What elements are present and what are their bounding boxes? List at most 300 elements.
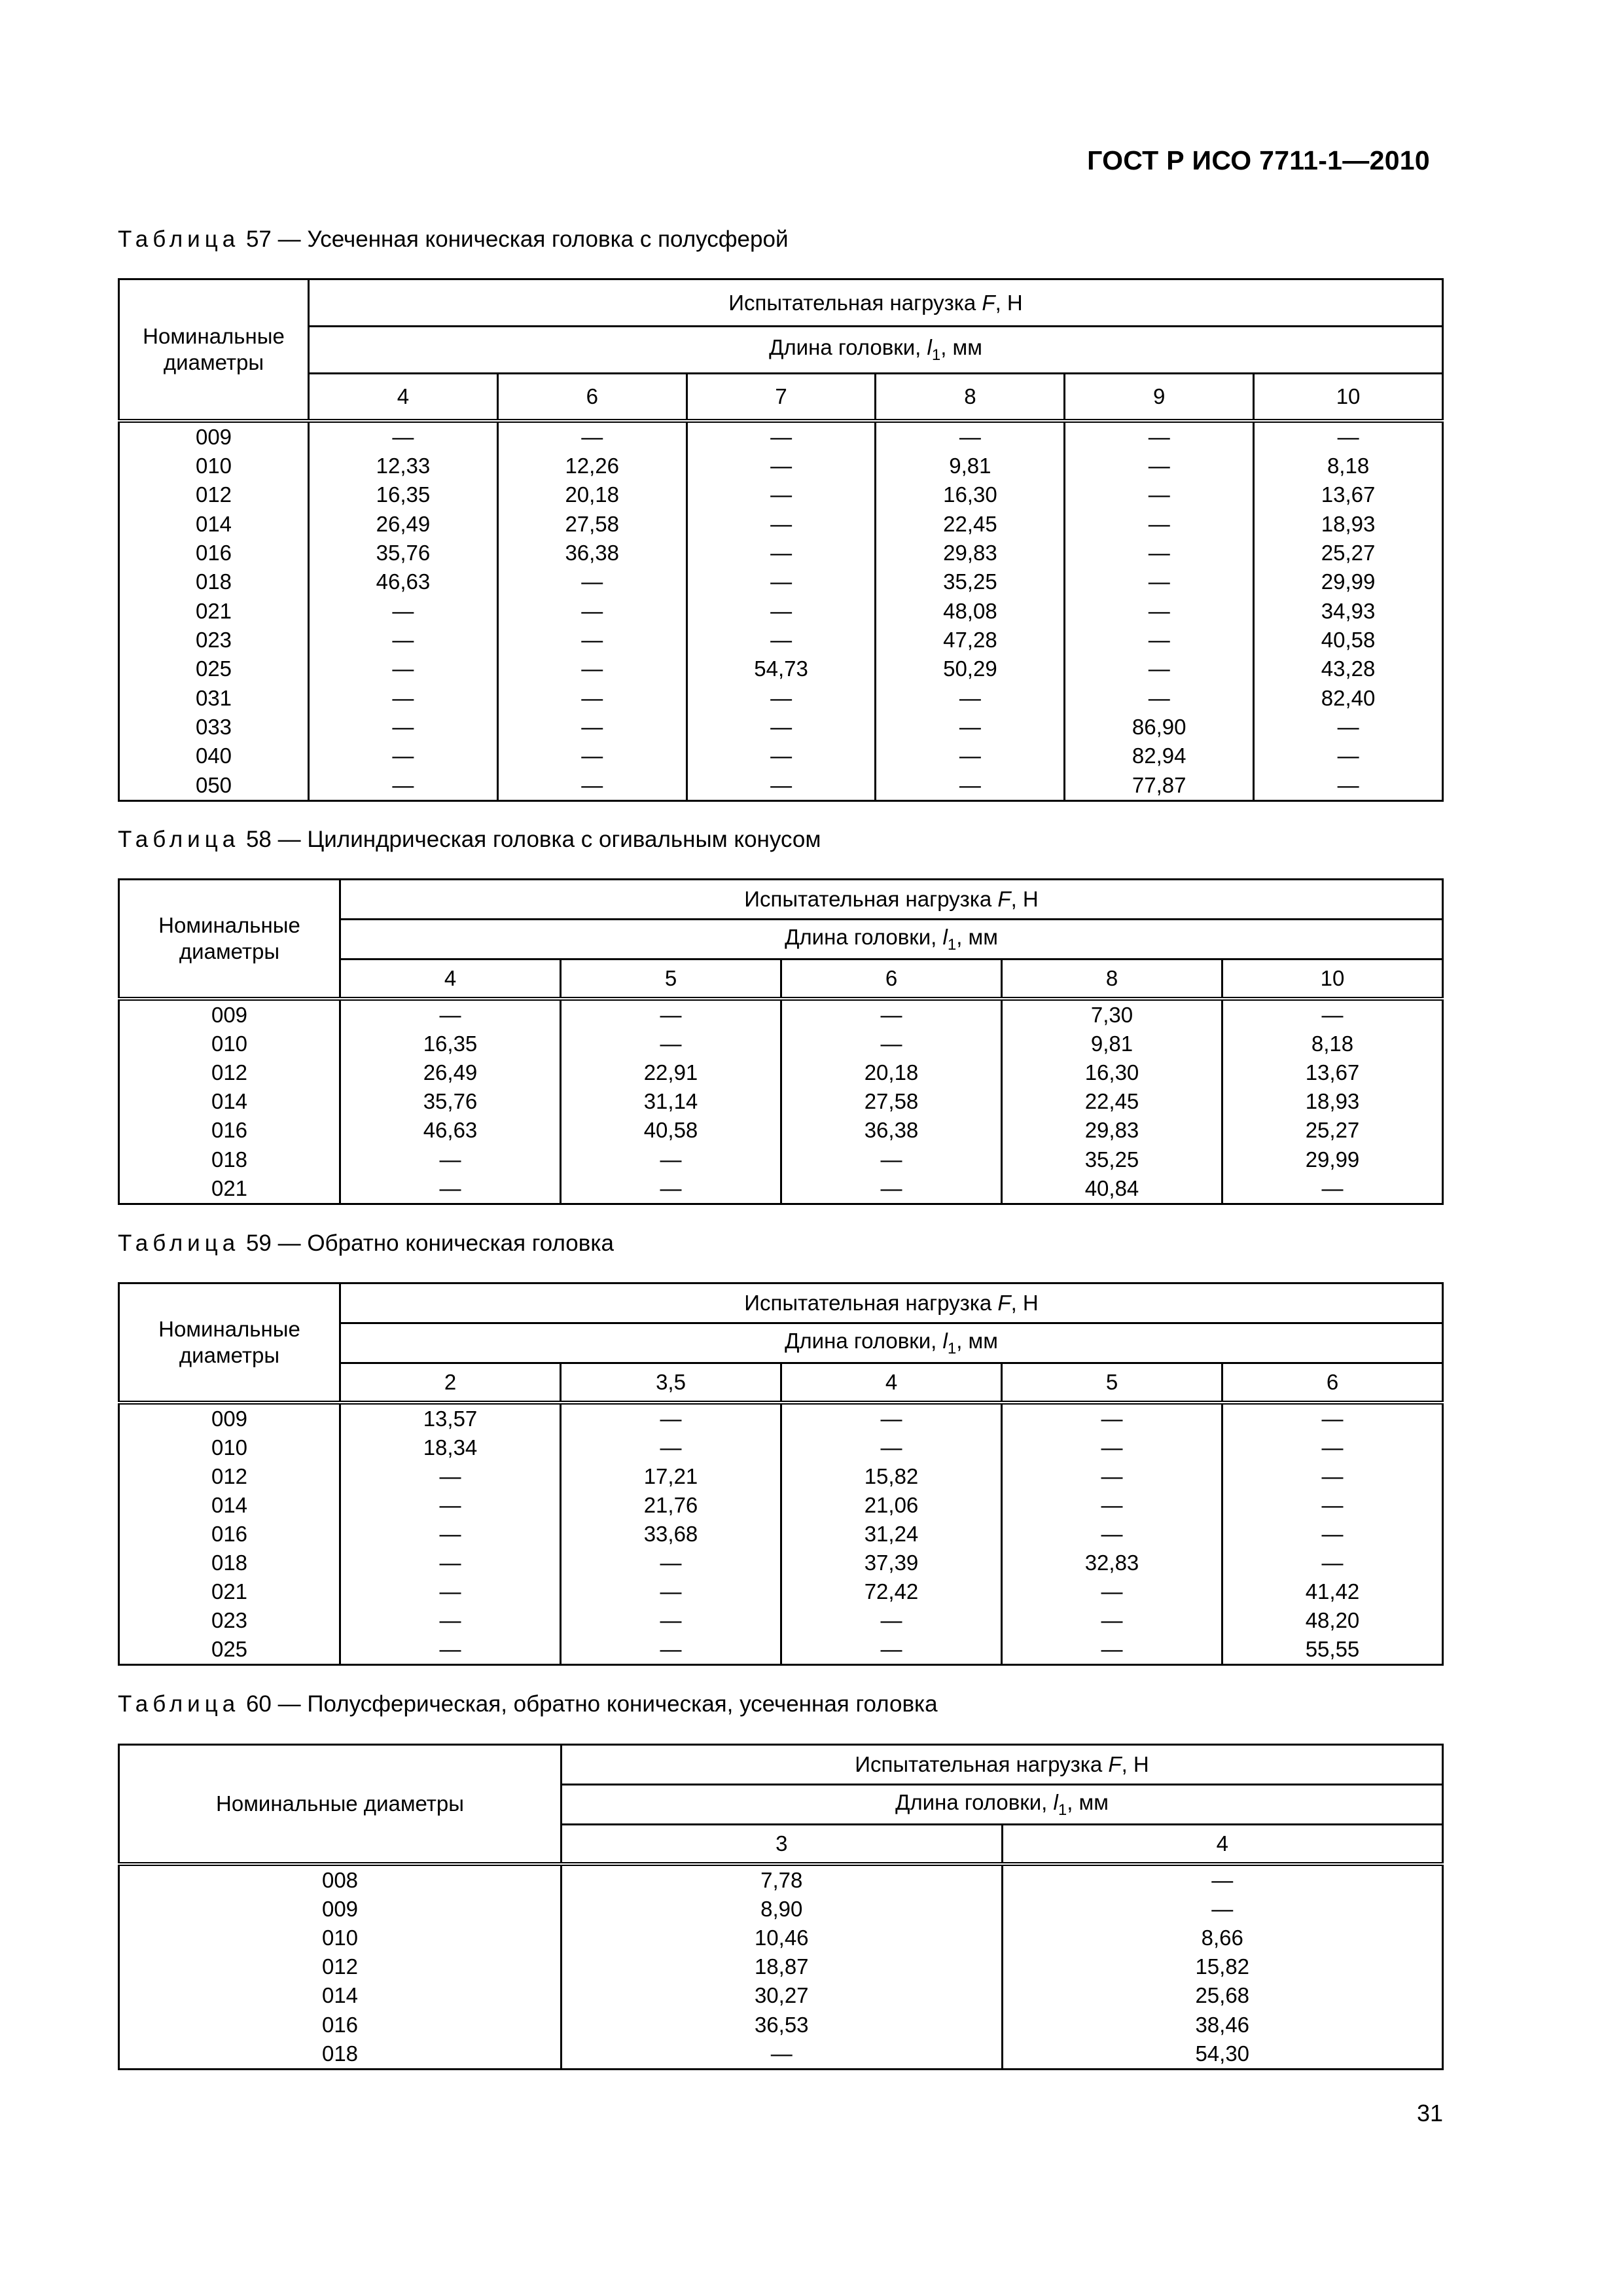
table-58-caption — [118, 827, 821, 853]
value-cell: 21,06 — [781, 1491, 1002, 1520]
length-header-text: Длина головки, — [895, 1789, 1054, 1814]
table-row — [119, 1606, 1443, 1635]
diameter-cell: 014 — [119, 1491, 340, 1520]
value-cell: — — [781, 1433, 1002, 1462]
value-cell: — — [1222, 1433, 1443, 1462]
value-cell: — — [1065, 421, 1254, 452]
value-cell: 18,34 — [340, 1433, 561, 1462]
stub-header — [119, 1745, 562, 1864]
load-header — [340, 880, 1443, 920]
value-cell: 33,68 — [561, 1520, 781, 1549]
value-cell: — — [1002, 1491, 1222, 1520]
load-header — [562, 1745, 1443, 1785]
value-cell: — — [1254, 421, 1443, 452]
table-row — [119, 2039, 1443, 2070]
table-row — [119, 1895, 1443, 1924]
table-row — [119, 1058, 1443, 1087]
value-cell: — — [309, 655, 498, 683]
value-cell: 40,58 — [561, 1116, 781, 1145]
diameter-cell: 012 — [119, 1058, 340, 1087]
value-cell: 82,40 — [1254, 683, 1443, 712]
table-header — [119, 880, 1443, 999]
table-row — [119, 2011, 1443, 2039]
value-cell: — — [561, 999, 781, 1030]
value-cell: — — [687, 770, 876, 800]
value-cell: — — [309, 421, 498, 452]
table-row — [119, 1030, 1443, 1058]
value-cell: — — [340, 1577, 561, 1606]
length-header-sub: 1 — [1058, 1801, 1067, 1819]
value-cell: — — [340, 1606, 561, 1635]
value-cell: — — [340, 1145, 561, 1174]
table-header — [119, 1283, 1443, 1403]
value-cell: 26,49 — [309, 510, 498, 539]
table-row — [119, 713, 1443, 742]
value-cell: 30,27 — [562, 1981, 1003, 2010]
value-cell: — — [1065, 567, 1254, 596]
table-row — [119, 1116, 1443, 1145]
value-cell: — — [781, 1174, 1002, 1204]
value-cell: — — [687, 567, 876, 596]
header-row — [119, 279, 1443, 327]
column-header: 4 — [309, 374, 498, 421]
value-cell: 9,81 — [876, 452, 1065, 480]
value-cell: 13,67 — [1254, 480, 1443, 509]
header-row — [119, 1283, 1443, 1323]
length-header-unit: , мм — [940, 335, 982, 359]
diameter-cell: 040 — [119, 742, 309, 770]
diameter-cell: 008 — [119, 1864, 562, 1895]
page-number: 31 — [1417, 2100, 1444, 2126]
table-row — [119, 1145, 1443, 1174]
value-cell: 82,94 — [1065, 742, 1254, 770]
value-cell: 29,99 — [1222, 1145, 1443, 1174]
value-cell: — — [561, 1030, 781, 1058]
value-cell: 12,33 — [309, 452, 498, 480]
diameter-cell: 016 — [119, 1520, 340, 1549]
value-cell: — — [781, 1030, 1002, 1058]
stub-header — [119, 880, 340, 999]
table-row — [119, 1491, 1443, 1520]
length-header — [562, 1785, 1443, 1825]
length-header-text: Длина головки, — [785, 924, 943, 949]
table-row — [119, 1577, 1443, 1606]
table-57-caption — [118, 226, 789, 253]
length-header — [340, 1323, 1443, 1363]
value-cell: 41,42 — [1222, 1577, 1443, 1606]
value-cell: — — [497, 770, 687, 800]
header-row — [119, 1745, 1443, 1785]
value-cell: 22,91 — [561, 1058, 781, 1087]
value-cell: 47,28 — [876, 626, 1065, 655]
caption-word: Таблица — [118, 226, 240, 252]
value-cell: — — [687, 452, 876, 480]
load-header-text: Испытательная нагрузка — [728, 290, 982, 315]
table-row — [119, 683, 1443, 712]
stub-header-label: Номинальные диаметры — [216, 1791, 464, 1816]
value-cell: 37,39 — [781, 1549, 1002, 1577]
value-cell: 54,73 — [687, 655, 876, 683]
column-header: 6 — [497, 374, 687, 421]
value-cell: 26,49 — [340, 1058, 561, 1087]
column-header: 9 — [1065, 374, 1254, 421]
value-cell: 20,18 — [781, 1058, 1002, 1087]
value-cell: 31,24 — [781, 1520, 1002, 1549]
value-cell: 22,45 — [1002, 1087, 1222, 1116]
value-cell: — — [1222, 1462, 1443, 1491]
value-cell: — — [1254, 713, 1443, 742]
diameter-cell: 010 — [119, 1030, 340, 1058]
diameter-cell: 010 — [119, 1924, 562, 1952]
diameter-cell: 010 — [119, 452, 309, 480]
stub-header-label: Номинальные диаметры — [143, 323, 285, 374]
column-header: 8 — [876, 374, 1065, 421]
value-cell: 8,18 — [1254, 452, 1443, 480]
value-cell: — — [309, 626, 498, 655]
value-cell: 25,68 — [1002, 1981, 1443, 2010]
caption-text: 58 — Цилиндрическая головка с огивальным конусом — [240, 827, 821, 852]
table-row — [119, 421, 1443, 452]
table-row — [119, 539, 1443, 567]
value-cell: — — [1254, 770, 1443, 800]
value-cell: 40,84 — [1002, 1174, 1222, 1204]
value-cell: 16,35 — [309, 480, 498, 509]
value-cell: 29,99 — [1254, 567, 1443, 596]
value-cell: — — [309, 770, 498, 800]
table-row — [119, 510, 1443, 539]
table-row — [119, 1174, 1443, 1204]
diameter-cell: 031 — [119, 683, 309, 712]
value-cell: — — [497, 421, 687, 452]
value-cell: 12,26 — [497, 452, 687, 480]
diameter-cell: 009 — [119, 999, 340, 1030]
value-cell: — — [561, 1577, 781, 1606]
length-header-sub: 1 — [947, 935, 957, 954]
value-cell: — — [1065, 480, 1254, 509]
caption-word: Таблица — [118, 1691, 240, 1717]
diameter-cell: 018 — [119, 1145, 340, 1174]
table-body — [119, 1864, 1443, 2070]
length-header-var: l — [942, 924, 948, 949]
value-cell: 36,38 — [781, 1116, 1002, 1145]
value-cell: — — [1002, 1895, 1443, 1924]
table-59 — [118, 1282, 1444, 1666]
value-cell: 8,66 — [1002, 1924, 1443, 1952]
table-row — [119, 1981, 1443, 2010]
value-cell: — — [309, 683, 498, 712]
diameter-cell: 009 — [119, 1895, 562, 1924]
load-header-unit: , Н — [995, 290, 1023, 315]
length-header-var: l — [1053, 1789, 1058, 1814]
table-row — [119, 452, 1443, 480]
length-header-var: l — [942, 1328, 948, 1353]
value-cell: — — [561, 1403, 781, 1433]
diameter-cell: 025 — [119, 655, 309, 683]
load-header-unit: , Н — [1010, 887, 1039, 911]
load-header-text: Испытательная нагрузка — [855, 1752, 1109, 1776]
document-code: ГОСТ Р ИСО 7711-1—2010 — [1087, 145, 1430, 175]
value-cell: 35,76 — [309, 539, 498, 567]
diameter-cell: 023 — [119, 626, 309, 655]
value-cell: 8,90 — [562, 1895, 1003, 1924]
diameter-cell: 012 — [119, 1462, 340, 1491]
diameter-cell: 018 — [119, 1549, 340, 1577]
diameter-cell: 021 — [119, 1577, 340, 1606]
value-cell: 34,93 — [1254, 597, 1443, 626]
column-header: 5 — [1002, 1363, 1222, 1403]
length-header-sub: 1 — [947, 1339, 957, 1357]
column-header: 2 — [340, 1363, 561, 1403]
caption-word: Таблица — [118, 827, 240, 852]
header-row — [119, 327, 1443, 374]
diameter-cell: 016 — [119, 1116, 340, 1145]
table-58 — [118, 878, 1444, 1205]
table-row — [119, 597, 1443, 626]
value-cell: — — [340, 1174, 561, 1204]
caption-text: 59 — Обратно коническая головка — [240, 1230, 614, 1256]
value-cell: — — [1002, 1403, 1222, 1433]
value-cell: — — [1222, 999, 1443, 1030]
value-cell: — — [1222, 1520, 1443, 1549]
column-header: 4 — [1002, 1825, 1443, 1864]
value-cell: 27,58 — [781, 1087, 1002, 1116]
table-row — [119, 742, 1443, 770]
value-cell: — — [497, 597, 687, 626]
load-header-var: F — [982, 290, 995, 315]
column-header: 7 — [687, 374, 876, 421]
value-cell: 50,29 — [876, 655, 1065, 683]
value-cell: 22,45 — [876, 510, 1065, 539]
value-cell: 55,55 — [1222, 1635, 1443, 1665]
header-row — [119, 880, 1443, 920]
value-cell: — — [781, 1606, 1002, 1635]
value-cell: 46,63 — [340, 1116, 561, 1145]
table-row — [119, 1635, 1443, 1665]
value-cell: — — [497, 742, 687, 770]
table-row — [119, 1864, 1443, 1895]
table-row — [119, 1433, 1443, 1462]
diameter-cell: 023 — [119, 1606, 340, 1635]
value-cell: — — [876, 683, 1065, 712]
table-body — [119, 1403, 1443, 1665]
table-header — [119, 279, 1443, 421]
caption-text: 60 — Полусферическая, обратно коническая, усеченная головка — [240, 1691, 938, 1717]
value-cell: 7,30 — [1002, 999, 1222, 1030]
value-cell: 13,67 — [1222, 1058, 1443, 1087]
value-cell: 7,78 — [562, 1864, 1003, 1895]
load-header-text: Испытательная нагрузка — [744, 1291, 998, 1315]
value-cell: 13,57 — [340, 1403, 561, 1433]
value-cell: — — [876, 421, 1065, 452]
value-cell: 16,35 — [340, 1030, 561, 1058]
table-row — [119, 770, 1443, 800]
column-header: 3,5 — [561, 1363, 781, 1403]
column-header: 10 — [1254, 374, 1443, 421]
table-60 — [118, 1744, 1444, 2070]
caption-word: Таблица — [118, 1230, 240, 1256]
value-cell: — — [876, 770, 1065, 800]
value-cell: 25,27 — [1222, 1116, 1443, 1145]
value-cell: — — [497, 626, 687, 655]
value-cell: — — [1002, 1520, 1222, 1549]
value-cell: — — [687, 742, 876, 770]
value-cell: — — [876, 742, 1065, 770]
value-cell: 27,58 — [497, 510, 687, 539]
value-cell: 18,87 — [562, 1952, 1003, 1981]
value-cell: — — [1002, 1433, 1222, 1462]
column-header: 10 — [1222, 960, 1443, 999]
value-cell: — — [561, 1145, 781, 1174]
stub-header — [119, 279, 309, 421]
value-cell: 54,30 — [1002, 2039, 1443, 2070]
value-cell: 72,42 — [781, 1577, 1002, 1606]
value-cell: — — [1065, 626, 1254, 655]
value-cell: — — [687, 683, 876, 712]
value-cell: — — [309, 713, 498, 742]
value-cell: — — [340, 999, 561, 1030]
value-cell: — — [1222, 1491, 1443, 1520]
value-cell: 10,46 — [562, 1924, 1003, 1952]
value-cell: 9,81 — [1002, 1030, 1222, 1058]
diameter-cell: 021 — [119, 1174, 340, 1204]
value-cell: — — [687, 480, 876, 509]
length-header-text: Длина головки, — [785, 1328, 943, 1353]
length-header — [340, 920, 1443, 960]
length-header-text: Длина головки, — [769, 335, 927, 359]
table-row — [119, 567, 1443, 596]
diameter-cell: 012 — [119, 480, 309, 509]
length-header-unit: , мм — [956, 1328, 998, 1353]
table-row — [119, 1403, 1443, 1433]
diameter-cell: 010 — [119, 1433, 340, 1462]
value-cell: — — [781, 1403, 1002, 1433]
value-cell: 35,25 — [876, 567, 1065, 596]
load-header — [309, 279, 1443, 327]
value-cell: — — [687, 626, 876, 655]
column-header: 6 — [781, 960, 1002, 999]
value-cell: — — [1002, 1577, 1222, 1606]
value-cell: 32,83 — [1002, 1549, 1222, 1577]
table-row — [119, 1520, 1443, 1549]
diameter-cell: 050 — [119, 770, 309, 800]
value-cell: — — [1065, 510, 1254, 539]
value-cell: — — [340, 1520, 561, 1549]
value-cell: 15,82 — [1002, 1952, 1443, 1981]
table-row — [119, 626, 1443, 655]
diameter-cell: 016 — [119, 539, 309, 567]
table-row — [119, 655, 1443, 683]
value-cell: 40,58 — [1254, 626, 1443, 655]
value-cell: — — [309, 742, 498, 770]
value-cell: — — [687, 421, 876, 452]
table-57 — [118, 278, 1444, 802]
diameter-cell: 009 — [119, 421, 309, 452]
value-cell: 8,18 — [1222, 1030, 1443, 1058]
value-cell: — — [781, 1145, 1002, 1174]
value-cell: — — [1222, 1549, 1443, 1577]
caption-text: 57 — Усеченная коническая головка с полусферой — [240, 226, 789, 252]
value-cell: — — [561, 1174, 781, 1204]
value-cell: — — [340, 1549, 561, 1577]
value-cell: — — [876, 713, 1065, 742]
load-header-unit: , Н — [1121, 1752, 1149, 1776]
diameter-cell: 012 — [119, 1952, 562, 1981]
value-cell: — — [561, 1635, 781, 1665]
column-header: 5 — [561, 960, 781, 999]
column-header: 4 — [781, 1363, 1002, 1403]
value-cell: — — [561, 1433, 781, 1462]
diameter-cell: 033 — [119, 713, 309, 742]
value-cell: 16,30 — [1002, 1058, 1222, 1087]
stub-header — [119, 1283, 340, 1403]
value-cell: — — [340, 1491, 561, 1520]
table-row — [119, 1549, 1443, 1577]
value-cell: 18,93 — [1222, 1087, 1443, 1116]
column-header: 6 — [1222, 1363, 1443, 1403]
load-header-text: Испытательная нагрузка — [744, 887, 998, 911]
stub-header-label: Номинальные диаметры — [158, 1316, 300, 1367]
value-cell: — — [1002, 1864, 1443, 1895]
value-cell: 38,46 — [1002, 2011, 1443, 2039]
length-header — [309, 327, 1443, 374]
header-row — [119, 374, 1443, 421]
value-cell: — — [497, 567, 687, 596]
diameter-cell: 014 — [119, 1087, 340, 1116]
diameter-cell: 009 — [119, 1403, 340, 1433]
value-cell: — — [1002, 1606, 1222, 1635]
value-cell: 48,08 — [876, 597, 1065, 626]
value-cell: — — [687, 510, 876, 539]
value-cell: 25,27 — [1254, 539, 1443, 567]
value-cell: — — [781, 999, 1002, 1030]
value-cell: — — [1065, 655, 1254, 683]
table-60-caption — [118, 1691, 938, 1717]
value-cell: — — [1065, 597, 1254, 626]
value-cell: 43,28 — [1254, 655, 1443, 683]
column-header: 4 — [340, 960, 561, 999]
value-cell: 86,90 — [1065, 713, 1254, 742]
diameter-cell: 025 — [119, 1635, 340, 1665]
diameter-cell: 014 — [119, 510, 309, 539]
diameter-cell: 016 — [119, 2011, 562, 2039]
diameter-cell: 021 — [119, 597, 309, 626]
load-header-var: F — [1108, 1752, 1122, 1776]
load-header-unit: , Н — [1010, 1291, 1039, 1315]
diameter-cell: 018 — [119, 567, 309, 596]
value-cell: — — [687, 597, 876, 626]
value-cell: — — [497, 655, 687, 683]
value-cell: 35,76 — [340, 1087, 561, 1116]
value-cell: — — [340, 1635, 561, 1665]
value-cell: 17,21 — [561, 1462, 781, 1491]
value-cell: — — [1065, 539, 1254, 567]
value-cell: 16,30 — [876, 480, 1065, 509]
value-cell: — — [687, 713, 876, 742]
table-row — [119, 1462, 1443, 1491]
value-cell: — — [1254, 742, 1443, 770]
column-header: 8 — [1002, 960, 1222, 999]
value-cell: — — [340, 1462, 561, 1491]
value-cell: 29,83 — [1002, 1116, 1222, 1145]
stub-header-label: Номинальные диаметры — [158, 912, 300, 963]
value-cell: 20,18 — [497, 480, 687, 509]
value-cell: — — [687, 539, 876, 567]
table-row — [119, 480, 1443, 509]
length-header-sub: 1 — [931, 346, 941, 364]
length-header-unit: , мм — [956, 924, 998, 949]
diameter-cell: 014 — [119, 1981, 562, 2010]
table-row — [119, 999, 1443, 1030]
